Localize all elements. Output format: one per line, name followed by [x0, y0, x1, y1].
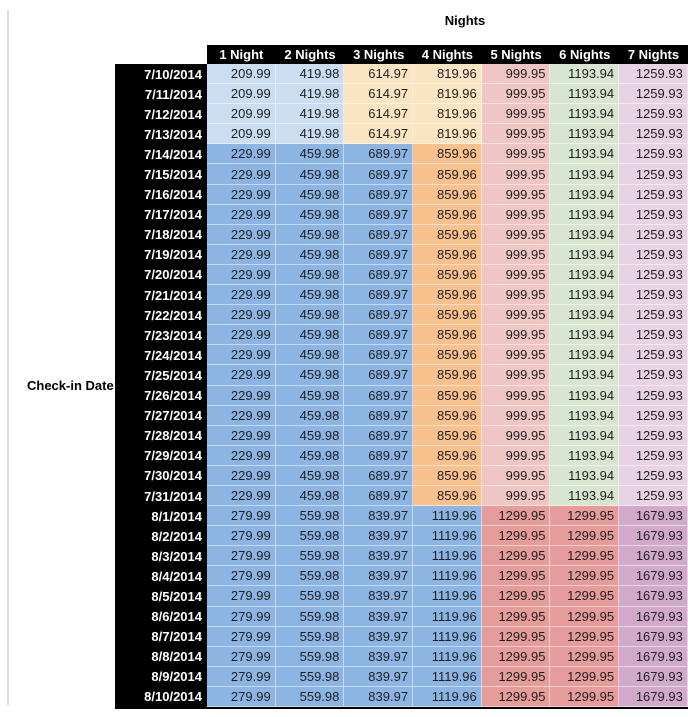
checkin-date-cell[interactable]: 8/2/2014: [115, 526, 207, 546]
price-cell[interactable]: 689.97: [344, 365, 413, 385]
price-cell[interactable]: 1299.95: [550, 647, 619, 667]
price-cell[interactable]: 1193.94: [550, 185, 619, 205]
checkin-date-cell[interactable]: 8/9/2014: [115, 667, 207, 687]
column-header-cell[interactable]: 2 Nights: [276, 45, 345, 64]
price-cell[interactable]: 859.96: [413, 406, 482, 426]
price-cell[interactable]: 279.99: [207, 506, 276, 526]
price-cell[interactable]: 1679.93: [619, 667, 688, 687]
price-cell[interactable]: 559.98: [276, 506, 345, 526]
price-cell[interactable]: 689.97: [344, 225, 413, 245]
checkin-date-cell[interactable]: 7/16/2014: [115, 185, 207, 205]
price-cell[interactable]: 459.98: [276, 245, 345, 265]
price-cell[interactable]: 1119.96: [413, 687, 482, 707]
price-cell[interactable]: 1193.94: [550, 84, 619, 104]
checkin-date-cell[interactable]: 7/21/2014: [115, 285, 207, 305]
price-cell[interactable]: 1193.94: [550, 386, 619, 406]
price-cell[interactable]: 689.97: [344, 185, 413, 205]
price-cell[interactable]: 1259.93: [619, 406, 688, 426]
price-cell[interactable]: 1299.95: [482, 667, 551, 687]
price-cell[interactable]: 819.96: [413, 64, 482, 84]
price-cell[interactable]: 689.97: [344, 345, 413, 365]
table-corner-cell: [115, 45, 207, 64]
price-cell[interactable]: 689.97: [344, 446, 413, 466]
price-cell[interactable]: 1193.94: [550, 205, 619, 225]
price-cell[interactable]: 1193.94: [550, 486, 619, 506]
checkin-date-cell[interactable]: 7/10/2014: [115, 64, 207, 84]
price-cell[interactable]: 999.95: [482, 466, 551, 486]
price-cell[interactable]: 1259.93: [619, 305, 688, 325]
price-cell[interactable]: 229.99: [207, 466, 276, 486]
checkin-date-cell[interactable]: 7/18/2014: [115, 225, 207, 245]
price-cell[interactable]: 859.96: [413, 466, 482, 486]
price-cell[interactable]: 1119.96: [413, 526, 482, 546]
price-cell[interactable]: 459.98: [276, 305, 345, 325]
price-cell[interactable]: 459.98: [276, 164, 345, 184]
price-cell[interactable]: 999.95: [482, 164, 551, 184]
checkin-date-cell[interactable]: 8/5/2014: [115, 586, 207, 606]
price-table: [115, 45, 688, 709]
checkin-date-cell[interactable]: 7/29/2014: [115, 446, 207, 466]
checkin-date-cell[interactable]: 7/27/2014: [115, 406, 207, 426]
column-header-cell[interactable]: 3 Nights: [344, 45, 413, 64]
column-header-cell[interactable]: 4 Nights: [413, 45, 482, 64]
checkin-date-cell[interactable]: 7/23/2014: [115, 325, 207, 345]
price-cell[interactable]: 229.99: [207, 345, 276, 365]
price-cell[interactable]: 229.99: [207, 305, 276, 325]
price-cell[interactable]: 419.98: [276, 64, 345, 84]
price-cell[interactable]: 614.97: [344, 64, 413, 84]
price-cell[interactable]: 999.95: [482, 144, 551, 164]
price-cell[interactable]: 1299.95: [550, 506, 619, 526]
price-cell[interactable]: 459.98: [276, 144, 345, 164]
price-cell[interactable]: 229.99: [207, 265, 276, 285]
price-cell[interactable]: 1193.94: [550, 265, 619, 285]
checkin-date-cell[interactable]: 7/24/2014: [115, 345, 207, 365]
checkin-date-cell[interactable]: 7/15/2014: [115, 164, 207, 184]
checkin-date-cell[interactable]: 8/1/2014: [115, 506, 207, 526]
checkin-date-cell[interactable]: 8/6/2014: [115, 607, 207, 627]
price-cell[interactable]: 1193.94: [550, 305, 619, 325]
price-cell[interactable]: 1299.95: [482, 687, 551, 707]
price-cell[interactable]: 279.99: [207, 607, 276, 627]
price-cell[interactable]: 839.97: [344, 667, 413, 687]
price-cell[interactable]: 1259.93: [619, 144, 688, 164]
price-cell[interactable]: 279.99: [207, 586, 276, 606]
price-cell[interactable]: 559.98: [276, 546, 345, 566]
price-cell[interactable]: 279.99: [207, 627, 276, 647]
price-cell[interactable]: 229.99: [207, 185, 276, 205]
price-cell[interactable]: 559.98: [276, 586, 345, 606]
price-cell[interactable]: 229.99: [207, 426, 276, 446]
price-cell[interactable]: 1299.95: [482, 586, 551, 606]
price-cell[interactable]: 1259.93: [619, 84, 688, 104]
price-cell[interactable]: 1259.93: [619, 205, 688, 225]
price-cell[interactable]: 689.97: [344, 305, 413, 325]
price-cell[interactable]: 614.97: [344, 104, 413, 124]
price-cell[interactable]: 229.99: [207, 486, 276, 506]
price-cell[interactable]: 209.99: [207, 64, 276, 84]
price-cell[interactable]: 1193.94: [550, 365, 619, 385]
price-cell[interactable]: 229.99: [207, 365, 276, 385]
price-cell[interactable]: 1679.93: [619, 506, 688, 526]
price-cell[interactable]: 419.98: [276, 124, 345, 144]
price-cell[interactable]: 1193.94: [550, 406, 619, 426]
price-cell[interactable]: 999.95: [482, 104, 551, 124]
price-cell[interactable]: 859.96: [413, 144, 482, 164]
checkin-date-cell[interactable]: 7/25/2014: [115, 365, 207, 385]
price-cell[interactable]: 689.97: [344, 406, 413, 426]
price-cell[interactable]: 859.96: [413, 486, 482, 506]
price-cell[interactable]: 839.97: [344, 586, 413, 606]
checkin-date-cell[interactable]: 7/19/2014: [115, 245, 207, 265]
price-cell[interactable]: 229.99: [207, 245, 276, 265]
price-cell[interactable]: 689.97: [344, 205, 413, 225]
price-cell[interactable]: 819.96: [413, 104, 482, 124]
price-cell[interactable]: 1259.93: [619, 124, 688, 144]
price-cell[interactable]: 999.95: [482, 185, 551, 205]
column-header-cell[interactable]: 5 Nights: [482, 45, 551, 64]
price-cell[interactable]: 229.99: [207, 205, 276, 225]
price-cell[interactable]: 839.97: [344, 506, 413, 526]
price-cell[interactable]: 689.97: [344, 466, 413, 486]
price-cell[interactable]: 839.97: [344, 647, 413, 667]
price-cell[interactable]: 1299.95: [482, 546, 551, 566]
price-cell[interactable]: 689.97: [344, 265, 413, 285]
price-cell[interactable]: 209.99: [207, 84, 276, 104]
price-cell[interactable]: 999.95: [482, 486, 551, 506]
checkin-date-cell[interactable]: 7/26/2014: [115, 386, 207, 406]
price-cell[interactable]: 1299.95: [550, 526, 619, 546]
price-cell[interactable]: 689.97: [344, 144, 413, 164]
price-cell[interactable]: 229.99: [207, 144, 276, 164]
price-cell[interactable]: 279.99: [207, 546, 276, 566]
price-cell[interactable]: 1299.95: [482, 627, 551, 647]
price-cell[interactable]: 999.95: [482, 345, 551, 365]
price-cell[interactable]: 229.99: [207, 225, 276, 245]
price-cell[interactable]: 999.95: [482, 84, 551, 104]
price-cell[interactable]: 689.97: [344, 486, 413, 506]
price-cell[interactable]: 999.95: [482, 325, 551, 345]
price-cell[interactable]: 1259.93: [619, 265, 688, 285]
price-cell[interactable]: 859.96: [413, 285, 482, 305]
price-cell[interactable]: 1259.93: [619, 365, 688, 385]
price-cell[interactable]: 689.97: [344, 386, 413, 406]
price-cell[interactable]: 1259.93: [619, 426, 688, 446]
price-cell[interactable]: 229.99: [207, 386, 276, 406]
checkin-date-cell[interactable]: 8/7/2014: [115, 627, 207, 647]
price-cell[interactable]: 689.97: [344, 164, 413, 184]
price-cell[interactable]: 459.98: [276, 185, 345, 205]
price-cell[interactable]: 1193.94: [550, 164, 619, 184]
price-cell[interactable]: 1193.94: [550, 124, 619, 144]
price-cell[interactable]: 859.96: [413, 265, 482, 285]
price-cell[interactable]: 279.99: [207, 566, 276, 586]
column-header-cell[interactable]: 6 Nights: [550, 45, 619, 64]
price-cell[interactable]: 1259.93: [619, 345, 688, 365]
checkin-date-cell[interactable]: 7/13/2014: [115, 124, 207, 144]
price-cell[interactable]: 689.97: [344, 285, 413, 305]
price-cell[interactable]: 559.98: [276, 627, 345, 647]
price-cell[interactable]: 209.99: [207, 104, 276, 124]
price-cell[interactable]: 614.97: [344, 84, 413, 104]
price-cell[interactable]: 859.96: [413, 386, 482, 406]
row-axis-title: Check-in Date: [27, 378, 114, 393]
price-cell[interactable]: 1193.94: [550, 466, 619, 486]
price-cell[interactable]: 819.96: [413, 84, 482, 104]
price-cell[interactable]: 1259.93: [619, 245, 688, 265]
price-cell[interactable]: 1259.93: [619, 325, 688, 345]
price-cell[interactable]: 859.96: [413, 426, 482, 446]
price-cell[interactable]: 1119.96: [413, 647, 482, 667]
price-cell[interactable]: 1259.93: [619, 466, 688, 486]
price-cell[interactable]: 999.95: [482, 64, 551, 84]
price-cell[interactable]: 559.98: [276, 607, 345, 627]
price-cell[interactable]: 279.99: [207, 526, 276, 546]
price-cell[interactable]: 819.96: [413, 124, 482, 144]
price-cell[interactable]: 839.97: [344, 526, 413, 546]
price-cell[interactable]: 1299.95: [550, 586, 619, 606]
price-cell[interactable]: 1119.96: [413, 506, 482, 526]
price-cell[interactable]: 559.98: [276, 566, 345, 586]
price-cell[interactable]: 1679.93: [619, 627, 688, 647]
price-cell[interactable]: 1299.95: [550, 546, 619, 566]
price-cell[interactable]: 459.98: [276, 426, 345, 446]
price-cell[interactable]: 1299.95: [550, 627, 619, 647]
price-cell[interactable]: 1259.93: [619, 386, 688, 406]
price-cell[interactable]: 1679.93: [619, 607, 688, 627]
price-cell[interactable]: 1119.96: [413, 607, 482, 627]
price-cell[interactable]: 1193.94: [550, 285, 619, 305]
price-cell[interactable]: 1299.95: [482, 647, 551, 667]
price-cell[interactable]: 999.95: [482, 265, 551, 285]
price-cell[interactable]: 229.99: [207, 164, 276, 184]
price-cell[interactable]: 229.99: [207, 446, 276, 466]
price-cell[interactable]: 999.95: [482, 406, 551, 426]
price-cell[interactable]: 1119.96: [413, 667, 482, 687]
price-cell[interactable]: 1299.95: [482, 506, 551, 526]
price-cell[interactable]: 1119.96: [413, 566, 482, 586]
checkin-date-cell[interactable]: 7/11/2014: [115, 84, 207, 104]
price-cell[interactable]: 1193.94: [550, 325, 619, 345]
price-cell[interactable]: 1259.93: [619, 486, 688, 506]
price-cell[interactable]: 459.98: [276, 365, 345, 385]
price-cell[interactable]: 1119.96: [413, 546, 482, 566]
price-cell[interactable]: 559.98: [276, 667, 345, 687]
price-cell[interactable]: 459.98: [276, 406, 345, 426]
checkin-date-cell[interactable]: 7/20/2014: [115, 265, 207, 285]
price-cell[interactable]: 859.96: [413, 305, 482, 325]
price-cell[interactable]: 279.99: [207, 647, 276, 667]
price-cell[interactable]: 1299.95: [482, 607, 551, 627]
price-cell[interactable]: 1679.93: [619, 586, 688, 606]
checkin-date-cell[interactable]: 8/3/2014: [115, 546, 207, 566]
checkin-date-cell[interactable]: 7/28/2014: [115, 426, 207, 446]
column-header-cell[interactable]: 1 Night: [207, 45, 276, 64]
price-cell[interactable]: 459.98: [276, 285, 345, 305]
price-cell[interactable]: 859.96: [413, 325, 482, 345]
price-cell[interactable]: 1119.96: [413, 586, 482, 606]
price-cell[interactable]: 1259.93: [619, 185, 688, 205]
price-cell[interactable]: 459.98: [276, 225, 345, 245]
price-cell[interactable]: 859.96: [413, 205, 482, 225]
sheet-gridline-rule: [7, 10, 9, 705]
price-cell[interactable]: 859.96: [413, 446, 482, 466]
price-cell[interactable]: 839.97: [344, 566, 413, 586]
price-cell[interactable]: 859.96: [413, 245, 482, 265]
price-cell[interactable]: 839.97: [344, 607, 413, 627]
price-cell[interactable]: 859.96: [413, 185, 482, 205]
price-cell[interactable]: 279.99: [207, 667, 276, 687]
price-cell[interactable]: 1679.93: [619, 687, 688, 707]
price-cell[interactable]: 559.98: [276, 687, 345, 707]
price-cell[interactable]: 999.95: [482, 386, 551, 406]
checkin-date-cell[interactable]: 8/10/2014: [115, 687, 207, 707]
price-cell[interactable]: 559.98: [276, 647, 345, 667]
checkin-date-cell[interactable]: 7/17/2014: [115, 205, 207, 225]
checkin-date-cell[interactable]: 7/30/2014: [115, 466, 207, 486]
price-cell[interactable]: 839.97: [344, 687, 413, 707]
price-cell[interactable]: 459.98: [276, 325, 345, 345]
price-cell[interactable]: 689.97: [344, 325, 413, 345]
price-cell[interactable]: 999.95: [482, 245, 551, 265]
price-cell[interactable]: 999.95: [482, 225, 551, 245]
price-cell[interactable]: 1119.96: [413, 627, 482, 647]
column-axis-title: Nights: [444, 13, 486, 28]
price-cell[interactable]: 1193.94: [550, 64, 619, 84]
price-cell[interactable]: 1193.94: [550, 446, 619, 466]
price-cell[interactable]: 1299.95: [482, 566, 551, 586]
price-cell[interactable]: 859.96: [413, 225, 482, 245]
price-cell[interactable]: 999.95: [482, 124, 551, 144]
price-cell[interactable]: 459.98: [276, 345, 345, 365]
checkin-date-cell[interactable]: 8/8/2014: [115, 647, 207, 667]
price-cell[interactable]: 859.96: [413, 345, 482, 365]
price-cell[interactable]: 1259.93: [619, 104, 688, 124]
price-cell[interactable]: 459.98: [276, 265, 345, 285]
price-cell[interactable]: 1299.95: [550, 607, 619, 627]
price-cell[interactable]: 1259.93: [619, 64, 688, 84]
price-cell[interactable]: 459.98: [276, 466, 345, 486]
price-cell[interactable]: 859.96: [413, 365, 482, 385]
price-cell[interactable]: 1193.94: [550, 345, 619, 365]
price-cell[interactable]: 1193.94: [550, 104, 619, 124]
price-cell[interactable]: 1193.94: [550, 144, 619, 164]
price-cell[interactable]: 1193.94: [550, 245, 619, 265]
price-cell[interactable]: 209.99: [207, 124, 276, 144]
price-cell[interactable]: 1299.95: [550, 667, 619, 687]
price-cell[interactable]: 1259.93: [619, 285, 688, 305]
price-cell[interactable]: 459.98: [276, 205, 345, 225]
price-cell[interactable]: 999.95: [482, 426, 551, 446]
price-cell[interactable]: 999.95: [482, 305, 551, 325]
price-cell[interactable]: 459.98: [276, 446, 345, 466]
price-cell[interactable]: 614.97: [344, 124, 413, 144]
checkin-date-cell[interactable]: 8/4/2014: [115, 566, 207, 586]
price-cell[interactable]: 999.95: [482, 446, 551, 466]
price-cell[interactable]: 229.99: [207, 406, 276, 426]
price-cell[interactable]: 1299.95: [550, 566, 619, 586]
price-cell[interactable]: 839.97: [344, 546, 413, 566]
price-cell[interactable]: 689.97: [344, 426, 413, 446]
price-cell[interactable]: 1679.93: [619, 526, 688, 546]
price-cell[interactable]: 859.96: [413, 164, 482, 184]
price-cell[interactable]: 999.95: [482, 365, 551, 385]
price-cell[interactable]: 1193.94: [550, 225, 619, 245]
price-cell[interactable]: 1679.93: [619, 546, 688, 566]
price-cell[interactable]: 229.99: [207, 325, 276, 345]
price-cell[interactable]: 999.95: [482, 285, 551, 305]
price-cell[interactable]: 459.98: [276, 386, 345, 406]
price-cell[interactable]: 1299.95: [550, 687, 619, 707]
price-cell[interactable]: 559.98: [276, 526, 345, 546]
checkin-date-cell[interactable]: 7/12/2014: [115, 104, 207, 124]
price-cell[interactable]: 1259.93: [619, 225, 688, 245]
price-cell[interactable]: 1679.93: [619, 647, 688, 667]
price-cell[interactable]: 839.97: [344, 627, 413, 647]
checkin-date-cell[interactable]: 7/22/2014: [115, 305, 207, 325]
price-cell[interactable]: 1679.93: [619, 566, 688, 586]
price-cell[interactable]: 689.97: [344, 245, 413, 265]
price-cell[interactable]: 999.95: [482, 205, 551, 225]
price-cell[interactable]: 419.98: [276, 104, 345, 124]
checkin-date-cell[interactable]: 7/14/2014: [115, 144, 207, 164]
price-cell[interactable]: 419.98: [276, 84, 345, 104]
checkin-date-cell[interactable]: 7/31/2014: [115, 486, 207, 506]
price-cell[interactable]: 1299.95: [482, 526, 551, 546]
price-cell[interactable]: 1193.94: [550, 426, 619, 446]
price-cell[interactable]: 279.99: [207, 687, 276, 707]
price-cell[interactable]: 459.98: [276, 486, 345, 506]
price-cell[interactable]: 229.99: [207, 285, 276, 305]
price-cell[interactable]: 1259.93: [619, 446, 688, 466]
column-header-cell[interactable]: 7 Nights: [619, 45, 688, 64]
price-cell[interactable]: 1259.93: [619, 164, 688, 184]
